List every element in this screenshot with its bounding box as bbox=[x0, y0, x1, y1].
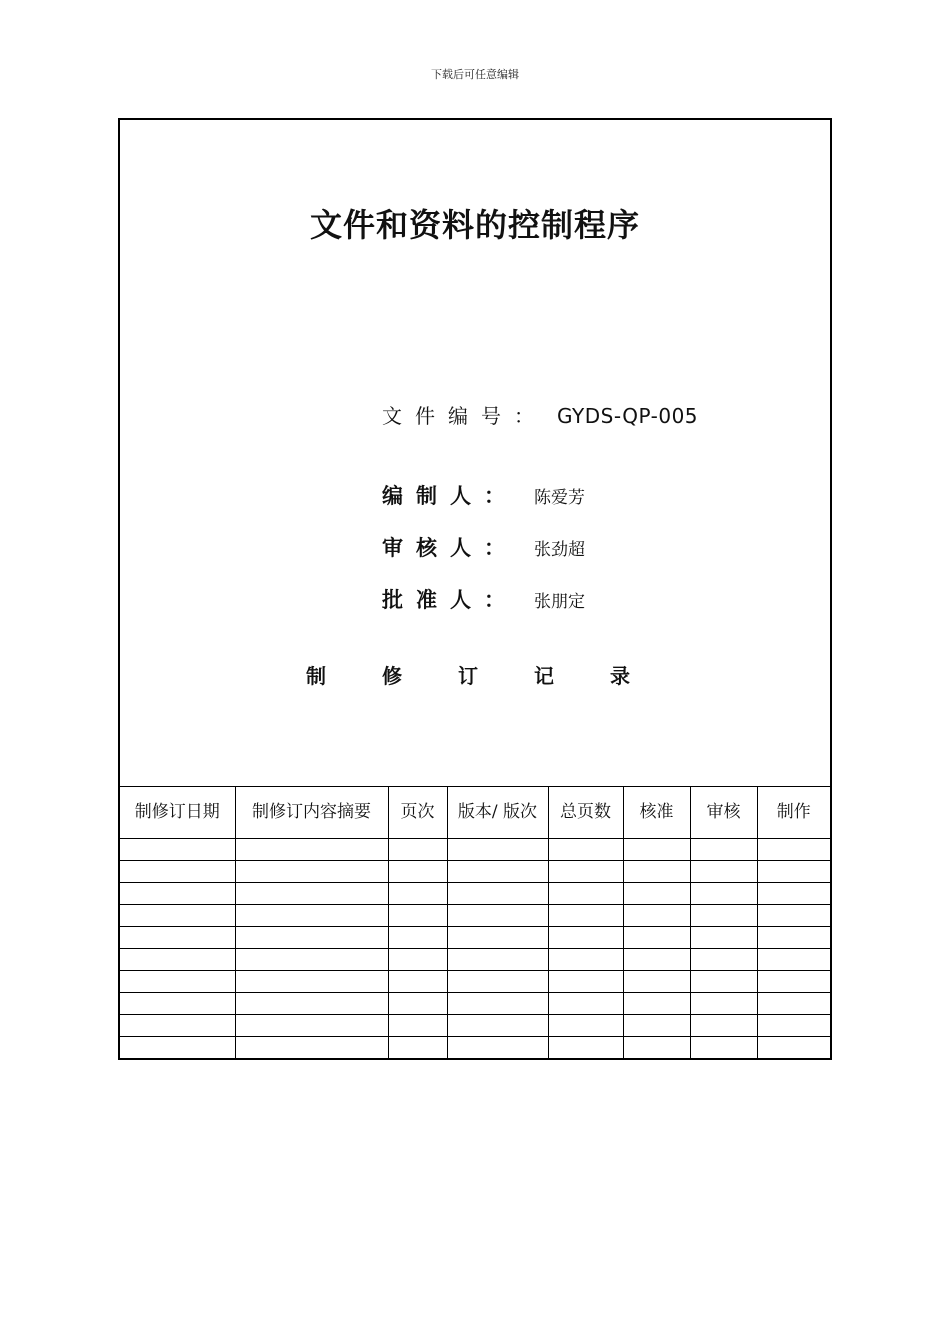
table-cell bbox=[235, 861, 388, 883]
table-cell bbox=[447, 1015, 548, 1037]
table-cell bbox=[235, 1015, 388, 1037]
table-cell bbox=[120, 949, 235, 971]
reviewed-by-row bbox=[382, 532, 585, 562]
table-cell bbox=[548, 971, 623, 993]
col-header-made-by: 制作 bbox=[757, 787, 830, 839]
table-row bbox=[120, 883, 830, 905]
doc-number-value: GYDS-QP-005 bbox=[557, 404, 699, 428]
table-row bbox=[120, 905, 830, 927]
table-cell bbox=[548, 927, 623, 949]
table-cell bbox=[388, 971, 447, 993]
table-cell bbox=[623, 971, 690, 993]
table-cell bbox=[757, 1015, 830, 1037]
table-cell bbox=[388, 927, 447, 949]
table-cell bbox=[447, 927, 548, 949]
table-row bbox=[120, 949, 830, 971]
table-row bbox=[120, 927, 830, 949]
table-cell bbox=[690, 971, 757, 993]
doc-number-label: 文件编号： bbox=[382, 404, 547, 428]
table-cell bbox=[235, 905, 388, 927]
table-cell bbox=[447, 993, 548, 1015]
table-cell bbox=[235, 927, 388, 949]
table-cell bbox=[447, 1037, 548, 1059]
table-cell bbox=[623, 883, 690, 905]
table-cell bbox=[120, 839, 235, 861]
table-cell bbox=[690, 1037, 757, 1059]
table-cell bbox=[548, 1015, 623, 1037]
table-cell bbox=[447, 971, 548, 993]
table-row bbox=[120, 839, 830, 861]
col-header-revision-summary: 制修订内容摘要 bbox=[235, 787, 388, 839]
table-cell bbox=[757, 861, 830, 883]
table-cell bbox=[690, 883, 757, 905]
table-cell bbox=[623, 905, 690, 927]
reviewed-by-label: 审核人： bbox=[382, 536, 518, 560]
table-cell bbox=[120, 1037, 235, 1059]
table-cell bbox=[690, 927, 757, 949]
table-cell bbox=[548, 839, 623, 861]
table-cell bbox=[388, 905, 447, 927]
table-cell bbox=[757, 839, 830, 861]
table-cell bbox=[623, 949, 690, 971]
table-cell bbox=[690, 1015, 757, 1037]
table-cell bbox=[447, 861, 548, 883]
table-cell bbox=[388, 883, 447, 905]
table-cell bbox=[623, 839, 690, 861]
table-cell bbox=[120, 861, 235, 883]
table-cell bbox=[235, 1037, 388, 1059]
prepared-by-label: 编制人： bbox=[382, 484, 518, 508]
table-cell bbox=[757, 949, 830, 971]
table-cell bbox=[388, 993, 447, 1015]
prepared-by-row bbox=[382, 480, 585, 510]
table-cell bbox=[447, 883, 548, 905]
table-cell bbox=[757, 927, 830, 949]
table-cell bbox=[548, 949, 623, 971]
table-cell bbox=[388, 1037, 447, 1059]
table-cell bbox=[548, 993, 623, 1015]
table-cell bbox=[623, 861, 690, 883]
col-header-approve: 核准 bbox=[623, 787, 690, 839]
page-header-note: 下载后可任意编辑 bbox=[431, 68, 519, 81]
table-cell bbox=[120, 993, 235, 1015]
col-header-revision-date: 制修订日期 bbox=[120, 787, 235, 839]
table-cell bbox=[235, 971, 388, 993]
approved-by-value: 张朋定 bbox=[534, 592, 585, 612]
col-header-version: 版本/ 版次 bbox=[447, 787, 548, 839]
table-cell bbox=[690, 905, 757, 927]
table-cell bbox=[447, 905, 548, 927]
table-cell bbox=[120, 883, 235, 905]
prepared-by-value: 陈爱芳 bbox=[534, 488, 585, 508]
table-cell bbox=[388, 949, 447, 971]
revision-table-header-row bbox=[120, 787, 830, 839]
table-cell bbox=[120, 905, 235, 927]
table-cell bbox=[235, 883, 388, 905]
table-cell bbox=[623, 993, 690, 1015]
table-cell bbox=[548, 861, 623, 883]
table-cell bbox=[757, 1037, 830, 1059]
table-cell bbox=[447, 949, 548, 971]
document-frame bbox=[118, 118, 832, 1060]
table-row bbox=[120, 971, 830, 993]
revision-table-body bbox=[120, 839, 830, 1059]
revision-table bbox=[120, 786, 830, 1058]
table-cell bbox=[235, 993, 388, 1015]
table-cell bbox=[690, 993, 757, 1015]
col-header-total-pages: 总页数 bbox=[548, 787, 623, 839]
table-cell bbox=[757, 993, 830, 1015]
table-cell bbox=[447, 839, 548, 861]
table-cell bbox=[548, 883, 623, 905]
table-cell bbox=[548, 1037, 623, 1059]
doc-number-row bbox=[382, 400, 698, 429]
revision-record-title: 制修订记录 bbox=[306, 664, 686, 688]
table-cell bbox=[690, 839, 757, 861]
table-cell bbox=[235, 839, 388, 861]
table-cell bbox=[120, 1015, 235, 1037]
table-cell bbox=[757, 971, 830, 993]
table-row bbox=[120, 861, 830, 883]
table-row bbox=[120, 1037, 830, 1059]
approved-by-row bbox=[382, 584, 585, 614]
table-cell bbox=[388, 861, 447, 883]
table-cell bbox=[690, 949, 757, 971]
table-cell bbox=[623, 927, 690, 949]
table-cell bbox=[235, 949, 388, 971]
approved-by-label: 批准人： bbox=[382, 588, 518, 612]
reviewed-by-value: 张劲超 bbox=[534, 540, 585, 560]
table-cell bbox=[757, 905, 830, 927]
table-cell bbox=[690, 861, 757, 883]
document-title: 文件和资料的控制程序 bbox=[309, 206, 640, 244]
col-header-page: 页次 bbox=[388, 787, 447, 839]
table-cell bbox=[388, 1015, 447, 1037]
table-cell bbox=[623, 1037, 690, 1059]
table-cell bbox=[388, 839, 447, 861]
table-cell bbox=[757, 883, 830, 905]
table-row bbox=[120, 1015, 830, 1037]
table-cell bbox=[548, 905, 623, 927]
col-header-review: 审核 bbox=[690, 787, 757, 839]
table-row bbox=[120, 993, 830, 1015]
table-cell bbox=[120, 971, 235, 993]
table-cell bbox=[623, 1015, 690, 1037]
table-cell bbox=[120, 927, 235, 949]
